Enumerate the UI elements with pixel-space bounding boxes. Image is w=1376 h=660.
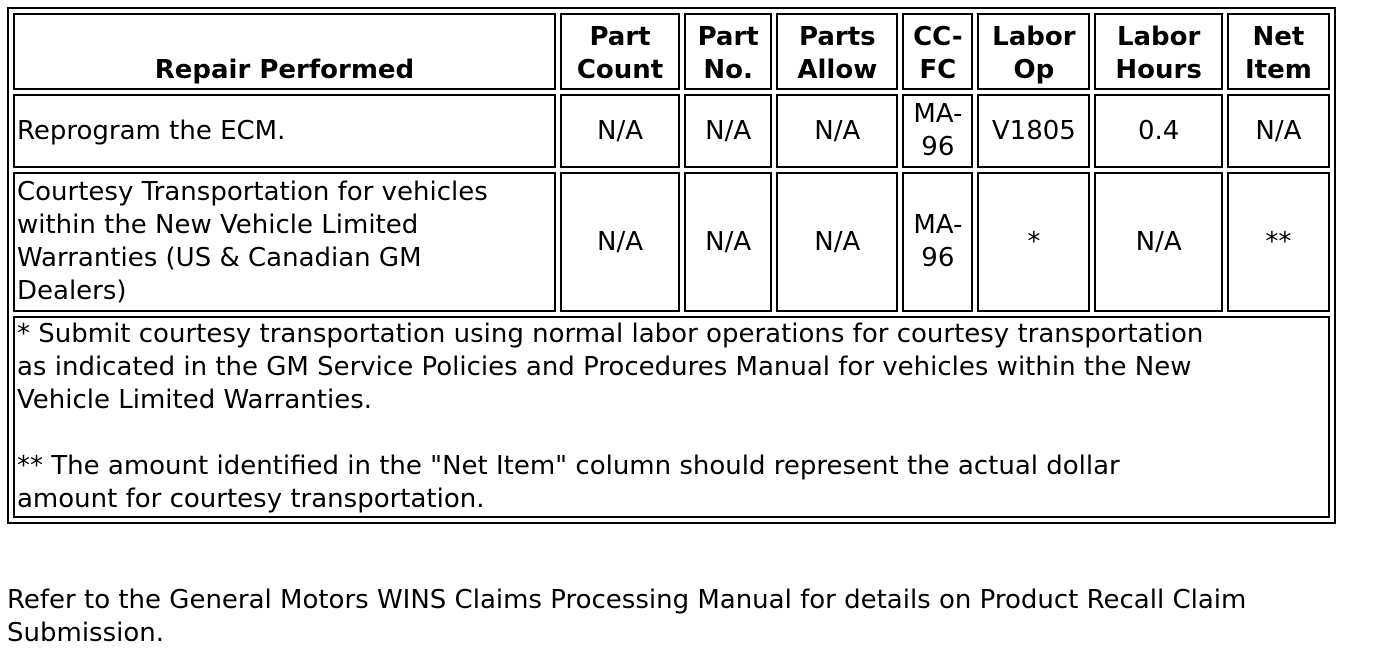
labor-hours-cell: N/A [1094,172,1222,312]
parts-allow-cell: N/A [776,172,898,312]
header-parts-allow-line-1: Parts [798,22,876,52]
header-repair-performed [13,13,556,90]
header-net-item-line-2: Item [1245,55,1312,85]
repair-text: Reprogram the ECM. [17,115,286,146]
header-labor-op [977,13,1090,90]
notes-cell [13,316,1330,518]
repair-line-4: Dealers) [17,276,127,306]
net-item-cell: ** [1227,172,1330,312]
part-no-cell: N/A [684,172,772,312]
header-ccfc [902,13,973,90]
header-row [13,13,1330,90]
header-part-no [684,13,772,90]
repair-line-1: Courtesy Transportation for vehicles [17,177,488,207]
ccfc-line-1: MA- [913,210,963,240]
labor-hours-cell: 0.4 [1094,94,1222,168]
ccfc-line-2: 96 [921,132,955,162]
header-part-no-line-2: No. [703,55,753,85]
header-ccfc-line-1: CC- [913,22,963,52]
footer-line-2: Submission. [7,618,165,648]
ccfc-line-2: 96 [921,243,955,273]
note-2-line-2: amount for courtesy transportation. [17,484,485,514]
ccfc-cell [902,94,973,168]
note-2-line-1: ** The amount identified in the "Net Item" column should represent the actual dollar [17,451,1120,481]
labor-claim-table-wrapper [7,7,1330,524]
footer-line-1: Refer to the General Motors WINS Claims Processing Manual for details on Product Recall Claim [7,585,1247,615]
ccfc-line-1: MA- [913,99,963,129]
note-1-line-1: * Submit courtesy transportation using normal labor operations for courtesy transportation [17,319,1204,349]
header-parts-allow-line-2: Allow [797,55,878,85]
note-1-line-3: Vehicle Limited Warranties. [17,385,372,415]
labor-claim-table [7,7,1336,524]
note-spacer [17,417,1326,450]
repair-cell [13,94,556,168]
note-1-line-2: as indicated in the GM Service Policies and Procedures Manual for vehicles within the New [17,352,1192,382]
part-count-cell: N/A [560,94,680,168]
header-labor-hours-line-1: Labor [1116,22,1201,52]
part-no-cell: N/A [684,94,772,168]
header-labor-hours [1094,13,1222,90]
header-net-item [1227,13,1330,90]
repair-line-2: within the New Vehicle Limited [17,210,419,240]
ccfc-cell [902,172,973,312]
header-parts-allow [776,13,898,90]
repair-line-3: Warranties (US & Canadian GM [17,243,422,273]
table-row [13,172,1330,312]
header-ccfc-line-2: FC [919,55,957,85]
parts-allow-cell: N/A [776,94,898,168]
header-part-count-line-1: Part [589,22,651,52]
header-part-no-line-1: Part [697,22,759,52]
footer-paragraph [7,584,1369,650]
header-labor-op-line-2: Op [1013,55,1055,85]
labor-op-cell: V1805 [977,94,1090,168]
notes-row [13,316,1330,518]
labor-op-cell: * [977,172,1090,312]
part-count-cell: N/A [560,172,680,312]
header-repair-performed-label: Repair Performed [154,55,415,85]
table-row [13,94,1330,168]
header-part-count-line-2: Count [576,55,664,85]
header-net-item-line-1: Net [1252,22,1305,52]
repair-cell [13,172,556,312]
header-labor-hours-line-2: Hours [1115,55,1202,85]
header-labor-op-line-1: Labor [992,22,1076,52]
net-item-cell: N/A [1227,94,1330,168]
header-part-count [560,13,680,90]
